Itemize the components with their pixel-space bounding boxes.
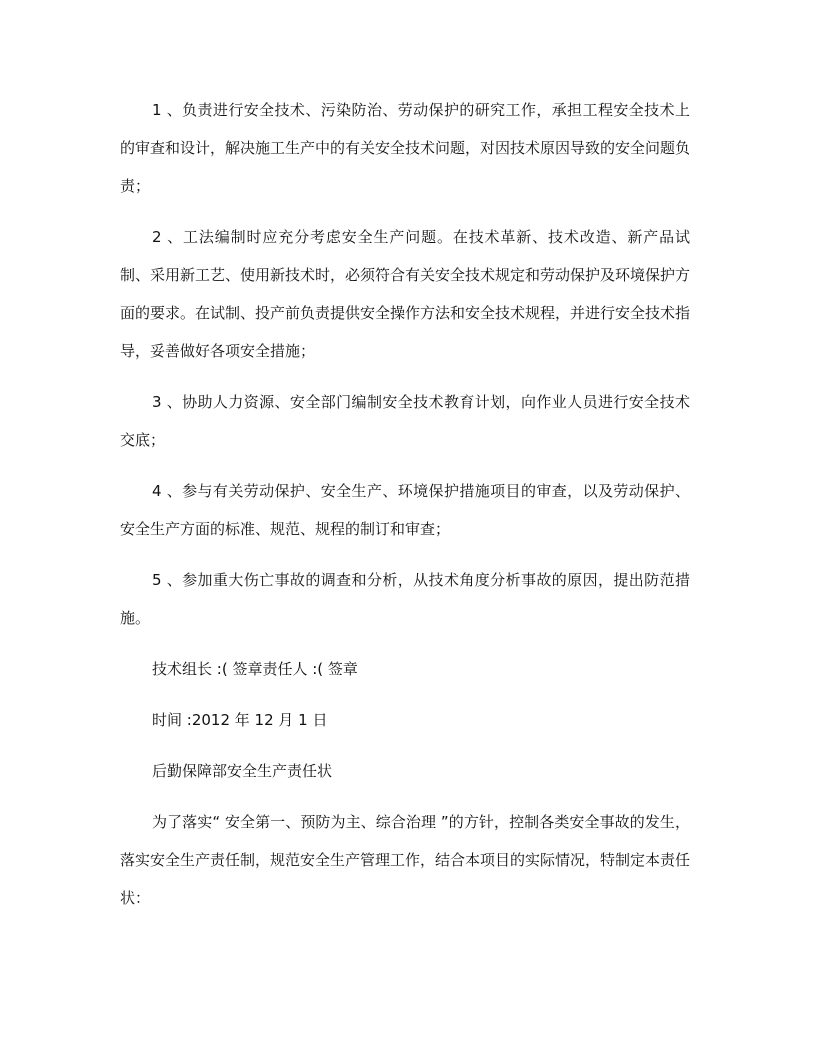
date-line: 时间 :2012 年 12 月 1 日: [152, 711, 328, 729]
duty-item-5: 5 、参加重大伤亡事故的调查和分析，从技术角度分析事故的原因，提出防范措施。: [120, 571, 690, 627]
signature-line: 技术组长 :( 签章责任人 :( 签章: [152, 660, 358, 678]
duty-item-3: 3 、协助人力资源、安全部门编制安全技术教育计划，向作业人员进行安全技术交底；: [120, 393, 690, 449]
duty-item-4: 4 、参与有关劳动保护、安全生产、环境保护措施项目的审查，以及劳动保护、安全生产方面的标准、规范、规程的制订和审查；: [120, 482, 690, 538]
duty-item-1: 1 、负责进行安全技术、污染防治、劳动保护的研究工作，承担工程安全技术上的审查和设计，解决施工生产中的有关安全技术问题，对因技术原因导致的安全问题负责；: [120, 101, 691, 195]
section-title: 后勤保障部安全生产责任状: [152, 762, 333, 780]
intro-paragraph: 为了落实“ 安全第一、预防为主、综合治理 ”的方针，控制各类安全事故的发生，落实安全生产责任制，规范安全生产管理工作，结合本项目的实际情况，特制定本责任状：: [120, 813, 691, 907]
duty-item-2: 2 、工法编制时应充分考虑安全生产问题。在技术革新、技术改造、新产品试制、采用新工艺、使用新技术时，必须符合有关安全技术规定和劳动保护及环境保护方面的要求。在试制、投产前负责提供安全操作方法和安全技术规程，并进行安全技术指导，妥善做好各项安全措施；: [120, 228, 691, 360]
document-page: [120, 91, 690, 930]
